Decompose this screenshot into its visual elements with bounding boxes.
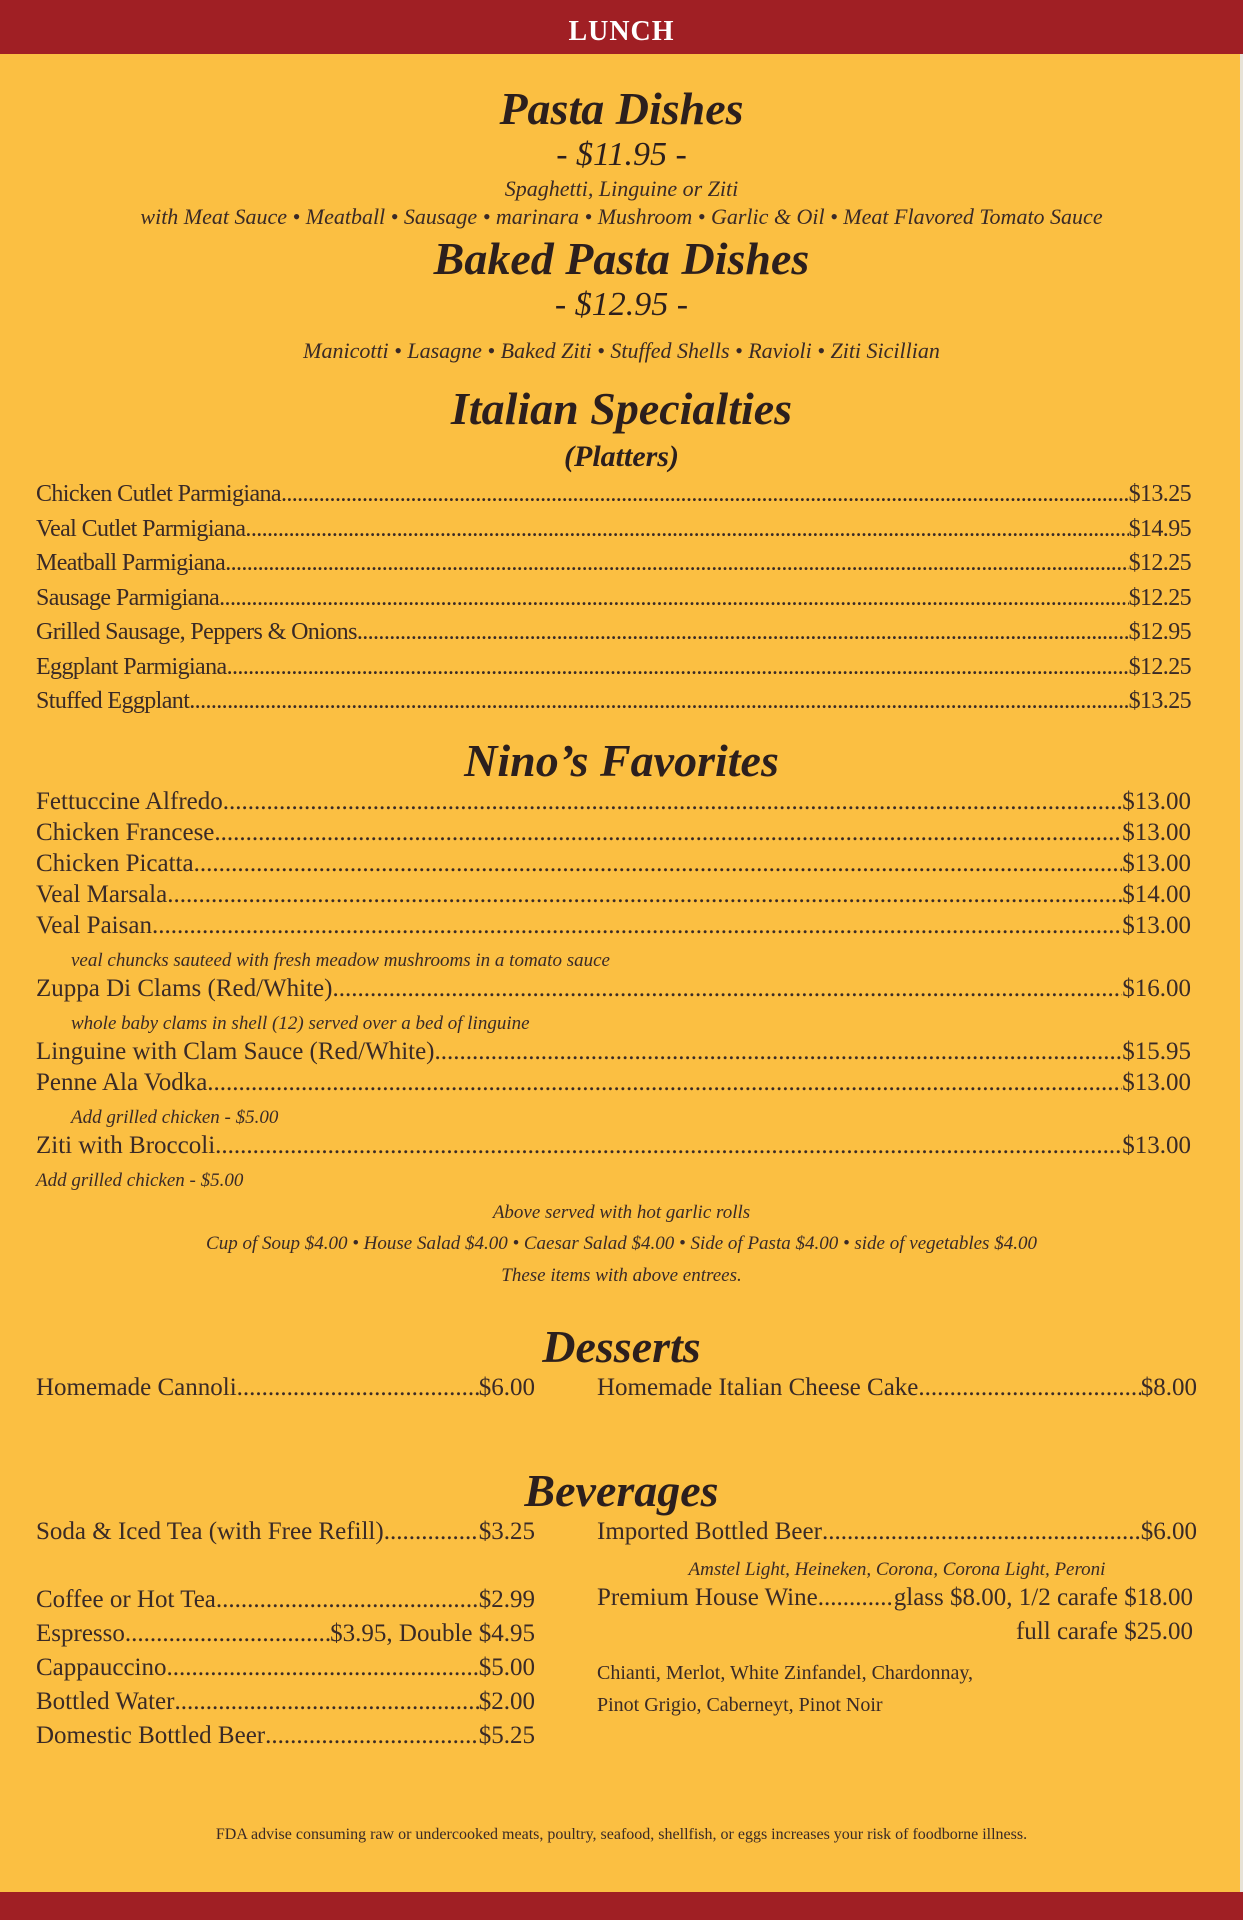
menu-item-price: $13.00 [1122,850,1191,877]
menu-item-price: $12.25 [1128,654,1191,680]
desserts-section-title: Desserts [542,1321,701,1372]
dot-leader [219,585,1128,612]
menu-footer-banner [0,1892,1243,1920]
menu-item-price: $16.00 [1122,975,1191,1002]
menu-item-row [36,1518,535,1552]
specialties-section-title: Italian Specialties [450,383,793,434]
menu-item-name: Sausage Parmigiana [36,585,220,611]
wine-list-line: Pinot Grigio, Caberneyt, Pinot Noir [597,1694,883,1716]
menu-item-row [597,1518,1197,1552]
menu-item-price: $14.95 [1128,516,1191,542]
dot-leader [435,1038,1123,1066]
dot-leader [227,654,1129,681]
menu-item-price: $3.95, Double $4.95 [330,1620,535,1647]
menu-item-name: Fettuccine Alfredo [36,788,223,815]
menu-item-row [36,1586,535,1620]
menu-item-name: Veal Paisan [36,912,152,939]
dot-leader [225,550,1128,577]
menu-item-price: $13.25 [1128,688,1191,714]
menu-item-price: $5.25 [478,1722,535,1749]
menu-item-price: $14.00 [1122,881,1191,908]
pasta-price: - $11.95 - [556,136,687,173]
favorites-section-title: Nino’s Favorites [464,735,779,786]
menu-item-row [36,1038,1191,1070]
favorites-footer-sides: Cup of Soup $4.00 • House Salad $4.00 • Caesar Salad $4.00 • Side of Pasta $4.00 • side of vegetables $4.00 [206,1233,1037,1254]
menu-item-name: Zuppa Di Clams (Red/White) [36,975,333,1002]
menu-item-name: Bottled Water [36,1688,175,1715]
menu-item-name: Veal Marsala [36,881,168,908]
pasta-section-title: Pasta Dishes [499,83,744,134]
menu-item-price: $12.95 [1128,619,1191,645]
menu-item-row [597,1584,1193,1618]
menu-item-row [36,912,1191,944]
menu-item-name: Stuffed Eggplant [36,688,190,714]
dot-leader [125,1620,330,1648]
item-note: veal chuncks sauteed with fresh meadow mushrooms in a tomato sauce [71,950,610,971]
menu-item-row [36,1620,535,1654]
dot-leader [215,1132,1122,1160]
menu-item-name: Espresso [36,1620,125,1647]
menu-item-name: Meatball Parmigiana [36,550,226,576]
menu-item-price: $3.25 [478,1518,535,1545]
menu-item-row [36,1374,535,1408]
menu-item-name: Penne Ala Vodka [36,1069,208,1096]
menu-item-row [36,516,1191,548]
dot-leader [332,975,1122,1003]
dot-leader [189,688,1128,715]
dot-leader [265,1722,479,1750]
dot-leader [357,619,1129,646]
menu-header-banner [0,0,1243,54]
menu-item-row [36,585,1191,617]
menu-item-price: $13.00 [1122,1069,1191,1096]
menu-item-price: $2.00 [478,1688,535,1715]
menu-item-name: Homemade Cannoli [36,1374,237,1401]
menu-item-name: Chicken Francese [36,819,215,846]
menu-item-row [36,481,1191,513]
menu-item-name: Ziti with Broccoli [36,1132,216,1159]
beverages-section-title: Beverages [524,1465,719,1516]
dot-leader [918,1374,1140,1402]
dot-leader [207,1069,1122,1097]
menu-item-price: $13.00 [1122,1132,1191,1159]
menu-item-row [36,550,1191,582]
menu-item-price: glass $8.00, 1/2 carafe $18.00 [893,1584,1193,1611]
menu-item-row [36,788,1191,820]
menu-item-row [36,975,1191,1007]
menu-item-price: $13.00 [1122,819,1191,846]
dot-leader [167,1654,479,1682]
menu-item-price: $15.95 [1122,1038,1191,1065]
baked-section-title: Baked Pasta Dishes [433,233,810,284]
dot-leader [818,1584,894,1612]
menu-item-price: $12.25 [1128,585,1191,611]
menu-item-name: Soda & Iced Tea (with Free Refill) [36,1518,384,1545]
menu-item-row [36,850,1191,882]
item-note: Add grilled chicken - $5.00 [36,1170,244,1191]
dot-leader [194,850,1123,878]
dot-leader [384,1518,479,1546]
dot-leader [152,912,1122,940]
menu-item-name: Chicken Picatta [36,850,194,877]
menu-item-price: $13.00 [1122,788,1191,815]
menu-item-row [36,881,1191,913]
menu-item-price: $6.00 [478,1374,535,1401]
menu-item-row [36,1688,535,1722]
menu-item-name: Domestic Bottled Beer [36,1722,266,1749]
menu-item-row [36,1132,1191,1164]
menu-item-row [597,1374,1197,1408]
favorites-footer-note: These items with above entrees. [501,1265,742,1286]
menu-item-row [36,1654,535,1688]
menu-item-name: Linguine with Clam Sauce (Red/White) [36,1038,435,1065]
pasta-sauces: with Meat Sauce • Meatball • Sausage • marinara • Mushroom • Garlic & Oil • Meat Flavored Tomato Sauce [140,204,1103,229]
dot-leader [214,819,1122,847]
dot-leader [167,881,1122,909]
menu-item-name: Cappauccino [36,1654,167,1681]
dot-leader [281,481,1129,508]
menu-item-name: Chicken Cutlet Parmigiana [36,481,281,507]
menu-item-price: $6.00 [1140,1518,1197,1545]
food-safety-disclaimer: FDA advise consuming raw or undercooked meats, poultry, seafood, shellfish, or eggs increases your risk of foodborne illness. [215,1826,1028,1843]
item-note: Add grilled chicken - $5.00 [71,1107,279,1128]
favorites-footer-rolls: Above served with hot garlic rolls [492,1202,751,1223]
wine-list-line: Chianti, Merlot, White Zinfandel, Chardonnay, [597,1662,974,1684]
menu-item-name: Grilled Sausage, Peppers & Onions [36,619,357,645]
menu-item-name: Eggplant Parmigiana [36,654,227,680]
baked-price: - $12.95 - [554,286,689,323]
menu-item-name: Imported Bottled Beer [597,1518,822,1545]
item-note: whole baby clams in shell (12) served over a bed of linguine [71,1013,530,1034]
dot-leader [223,788,1123,816]
dot-leader [174,1688,478,1716]
dot-leader [245,516,1128,543]
menu-item-row [36,619,1191,651]
menu-item-row [36,819,1191,851]
dot-leader [822,1518,1141,1546]
menu-item-name: Coffee or Hot Tea [36,1586,216,1613]
menu-item-row [36,688,1191,720]
menu-item-name: Homemade Italian Cheese Cake [597,1374,919,1401]
pasta-types: Spaghetti, Linguine or Ziti [504,176,739,201]
menu-item-price: $5.00 [478,1654,535,1681]
menu-item-price: $2.99 [478,1586,535,1613]
menu-item-row [36,1069,1191,1101]
baked-items: Manicotti • Lasagne • Baked Ziti • Stuffed Shells • Ravioli • Ziti Sicillian [303,338,940,363]
menu-item-row [36,654,1191,686]
dot-leader [216,1586,479,1614]
menu-item-price: $8.00 [1140,1374,1197,1401]
dot-leader [237,1374,479,1402]
wine-full-carafe-price: full carafe $25.00 [1015,1618,1193,1645]
menu-item-name: Premium House Wine [597,1584,818,1611]
menu-item-price: $13.00 [1122,912,1191,939]
menu-item-price: $13.25 [1128,481,1191,507]
menu-item-row [36,1722,535,1756]
menu-item-name: Veal Cutlet Parmigiana [36,516,246,542]
imported-beer-list: Amstel Light, Heineken, Corona, Corona Light, Peroni [688,1559,1106,1580]
specialties-subtitle: (Platters) [564,440,679,473]
menu-header-title: LUNCH [568,16,675,47]
menu-item-price: $12.25 [1128,550,1191,576]
